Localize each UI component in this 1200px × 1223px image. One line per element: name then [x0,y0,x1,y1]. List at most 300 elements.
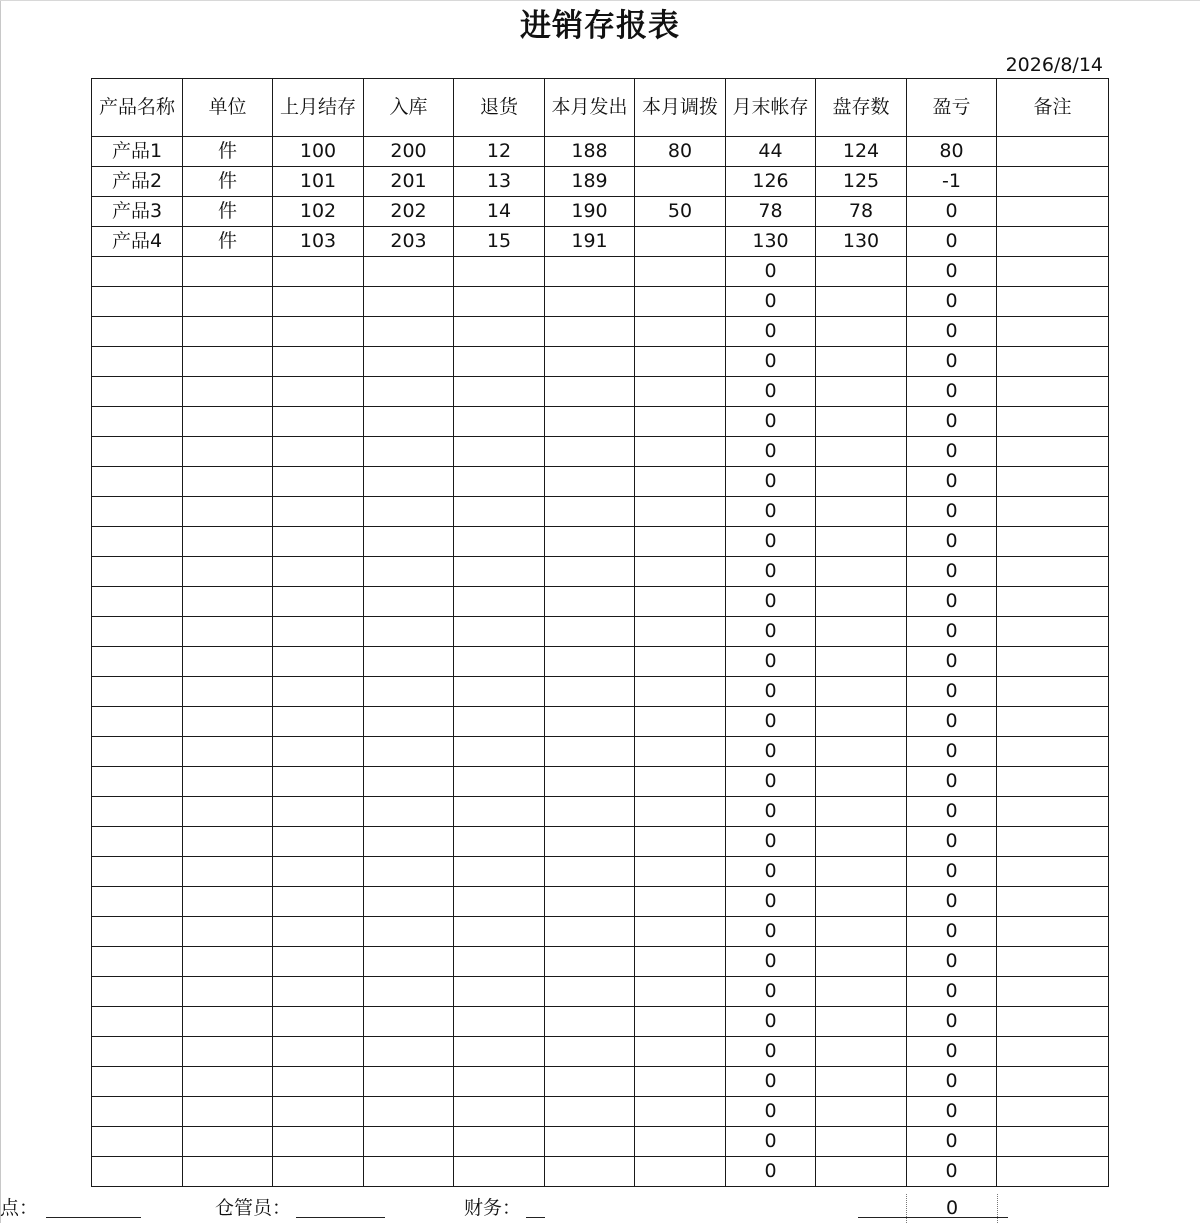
header-month-transfer[interactable]: 本月调拨 [635,79,726,137]
cell-stocktake-count[interactable] [816,467,907,497]
cell-month-issued[interactable] [545,467,635,497]
cell-remarks[interactable] [997,677,1109,707]
cell-unit[interactable] [183,887,273,917]
cell-product-name[interactable] [92,257,183,287]
cell-month-issued[interactable]: 188 [545,137,635,167]
cell-month-transfer[interactable] [635,677,726,707]
cell-last-month-balance[interactable] [273,917,364,947]
cell-month-end-book[interactable]: 0 [726,617,816,647]
cell-month-end-book[interactable]: 0 [726,947,816,977]
cell-stocktake-count[interactable] [816,767,907,797]
cell-stock-in[interactable] [364,1067,454,1097]
cell-product-name[interactable] [92,377,183,407]
cell-unit[interactable] [183,947,273,977]
cell-remarks[interactable] [997,527,1109,557]
cell-month-end-book[interactable]: 0 [726,827,816,857]
cell-month-issued[interactable] [545,737,635,767]
cell-remarks[interactable] [997,227,1109,257]
cell-remarks[interactable] [997,1157,1109,1187]
cell-returns[interactable] [454,977,545,1007]
cell-month-transfer[interactable] [635,887,726,917]
cell-month-issued[interactable] [545,1127,635,1157]
cell-stocktake-count[interactable] [816,557,907,587]
cell-remarks[interactable] [997,437,1109,467]
cell-profit-loss[interactable]: 0 [907,797,997,827]
cell-month-end-book[interactable]: 0 [726,257,816,287]
cell-profit-loss[interactable]: 0 [907,977,997,1007]
cell-returns[interactable] [454,617,545,647]
cell-month-transfer[interactable] [635,977,726,1007]
cell-returns[interactable] [454,557,545,587]
cell-month-end-book[interactable]: 0 [726,1037,816,1067]
cell-remarks[interactable] [997,917,1109,947]
cell-stock-in[interactable] [364,797,454,827]
cell-month-transfer[interactable] [635,707,726,737]
cell-unit[interactable] [183,407,273,437]
cell-stocktake-count[interactable] [816,287,907,317]
cell-unit[interactable] [183,1097,273,1127]
cell-remarks[interactable] [997,377,1109,407]
cell-month-end-book[interactable]: 0 [726,1127,816,1157]
cell-remarks[interactable] [997,197,1109,227]
cell-returns[interactable] [454,767,545,797]
header-product-name[interactable]: 产品名称 [92,79,183,137]
cell-profit-loss[interactable]: 0 [907,1097,997,1127]
cell-month-transfer[interactable] [635,527,726,557]
cell-product-name[interactable] [92,707,183,737]
cell-month-transfer[interactable] [635,1127,726,1157]
cell-unit[interactable] [183,707,273,737]
cell-profit-loss[interactable]: 0 [907,857,997,887]
cell-stocktake-count[interactable] [816,497,907,527]
cell-stock-in[interactable] [364,977,454,1007]
cell-profit-loss[interactable]: 0 [907,1157,997,1187]
cell-stock-in[interactable] [364,1007,454,1037]
cell-last-month-balance[interactable] [273,857,364,887]
cell-month-transfer[interactable] [635,167,726,197]
cell-remarks[interactable] [997,137,1109,167]
cell-month-transfer[interactable] [635,467,726,497]
cell-stocktake-count[interactable] [816,647,907,677]
cell-month-issued[interactable] [545,377,635,407]
cell-product-name[interactable] [92,977,183,1007]
cell-month-end-book[interactable]: 0 [726,977,816,1007]
cell-remarks[interactable] [997,647,1109,677]
cell-month-end-book[interactable]: 0 [726,347,816,377]
cell-month-transfer[interactable] [635,737,726,767]
cell-stocktake-count[interactable]: 124 [816,137,907,167]
cell-returns[interactable]: 15 [454,227,545,257]
cell-month-transfer[interactable] [635,797,726,827]
cell-stock-in[interactable] [364,887,454,917]
header-last-month-balance[interactable]: 上月结存 [273,79,364,137]
cell-remarks[interactable] [997,287,1109,317]
cell-product-name[interactable] [92,1127,183,1157]
cell-month-end-book[interactable]: 126 [726,167,816,197]
cell-unit[interactable] [183,587,273,617]
cell-last-month-balance[interactable] [273,287,364,317]
cell-last-month-balance[interactable] [273,347,364,377]
cell-month-transfer[interactable] [635,317,726,347]
warehouse-keeper-signature-line[interactable] [296,1217,385,1218]
cell-month-end-book[interactable]: 0 [726,437,816,467]
cell-product-name[interactable] [92,767,183,797]
cell-unit[interactable] [183,377,273,407]
cell-unit[interactable] [183,1157,273,1187]
cell-month-transfer[interactable] [635,647,726,677]
cell-returns[interactable] [454,347,545,377]
cell-month-issued[interactable] [545,947,635,977]
cell-month-issued[interactable] [545,767,635,797]
cell-last-month-balance[interactable] [273,497,364,527]
cell-month-issued[interactable] [545,707,635,737]
cell-stock-in[interactable] [364,347,454,377]
cell-remarks[interactable] [997,467,1109,497]
cell-returns[interactable] [454,587,545,617]
cell-remarks[interactable] [997,557,1109,587]
cell-product-name[interactable] [92,917,183,947]
cell-returns[interactable] [454,527,545,557]
cell-last-month-balance[interactable] [273,947,364,977]
cell-month-transfer[interactable] [635,617,726,647]
cell-profit-loss[interactable]: 0 [907,497,997,527]
cell-remarks[interactable] [997,317,1109,347]
cell-unit[interactable] [183,1007,273,1037]
cell-unit[interactable] [183,347,273,377]
header-remarks[interactable]: 备注 [997,79,1109,137]
cell-stocktake-count[interactable] [816,917,907,947]
cell-profit-loss[interactable]: 0 [907,467,997,497]
cell-stock-in[interactable] [364,1097,454,1127]
cell-unit[interactable] [183,1037,273,1067]
cell-unit[interactable] [183,647,273,677]
cell-profit-loss[interactable]: 0 [907,1007,997,1037]
cell-remarks[interactable] [997,767,1109,797]
cell-profit-loss[interactable]: 0 [907,287,997,317]
cell-month-issued[interactable] [545,437,635,467]
finance-signature-line[interactable] [526,1217,545,1218]
cell-stocktake-count[interactable] [816,317,907,347]
cell-last-month-balance[interactable] [273,377,364,407]
cell-month-end-book[interactable]: 0 [726,557,816,587]
cell-stocktake-count[interactable] [816,977,907,1007]
cell-unit[interactable] [183,527,273,557]
cell-month-end-book[interactable]: 44 [726,137,816,167]
cell-stocktake-count[interactable] [816,437,907,467]
cell-month-end-book[interactable]: 0 [726,887,816,917]
cell-stocktake-count[interactable] [816,857,907,887]
cell-product-name[interactable] [92,527,183,557]
cell-last-month-balance[interactable] [273,1157,364,1187]
cell-month-end-book[interactable]: 0 [726,797,816,827]
cell-month-end-book[interactable]: 0 [726,917,816,947]
cell-month-end-book[interactable]: 0 [726,407,816,437]
cell-profit-loss[interactable]: 0 [907,257,997,287]
cell-profit-loss[interactable]: 0 [907,887,997,917]
cell-unit[interactable] [183,1067,273,1097]
cell-returns[interactable] [454,947,545,977]
cell-stock-in[interactable] [364,587,454,617]
cell-month-transfer[interactable] [635,227,726,257]
cell-product-name[interactable] [92,467,183,497]
cell-profit-loss[interactable]: 0 [907,737,997,767]
cell-stock-in[interactable]: 203 [364,227,454,257]
cell-profit-loss[interactable]: 0 [907,827,997,857]
cell-month-transfer[interactable] [635,557,726,587]
cell-last-month-balance[interactable]: 101 [273,167,364,197]
cell-product-name[interactable] [92,407,183,437]
cell-product-name[interactable] [92,587,183,617]
cell-stock-in[interactable]: 201 [364,167,454,197]
cell-returns[interactable] [454,1097,545,1127]
cell-last-month-balance[interactable] [273,1037,364,1067]
cell-returns[interactable] [454,1127,545,1157]
cell-month-end-book[interactable]: 0 [726,737,816,767]
header-month-issued[interactable]: 本月发出 [545,79,635,137]
cell-month-transfer[interactable]: 50 [635,197,726,227]
cell-returns[interactable] [454,317,545,347]
cell-month-issued[interactable] [545,857,635,887]
cell-remarks[interactable] [997,587,1109,617]
cell-stocktake-count[interactable] [816,1067,907,1097]
cell-product-name[interactable] [92,497,183,527]
cell-returns[interactable] [454,647,545,677]
cell-month-issued[interactable]: 191 [545,227,635,257]
cell-remarks[interactable] [997,797,1109,827]
cell-profit-loss[interactable]: 80 [907,137,997,167]
cell-remarks[interactable] [997,1067,1109,1097]
cell-stock-in[interactable] [364,617,454,647]
cell-unit[interactable] [183,1127,273,1157]
cell-last-month-balance[interactable] [273,647,364,677]
cell-last-month-balance[interactable] [273,737,364,767]
cell-stocktake-count[interactable] [816,377,907,407]
cell-product-name[interactable] [92,647,183,677]
cell-last-month-balance[interactable]: 103 [273,227,364,257]
header-stocktake-count[interactable]: 盘存数 [816,79,907,137]
cell-stocktake-count[interactable] [816,827,907,857]
cell-remarks[interactable] [997,977,1109,1007]
cell-unit[interactable] [183,317,273,347]
cell-month-issued[interactable] [545,887,635,917]
cell-profit-loss[interactable]: 0 [907,917,997,947]
cell-stock-in[interactable] [364,557,454,587]
cell-month-issued[interactable] [545,287,635,317]
cell-unit[interactable] [183,857,273,887]
cell-returns[interactable] [454,677,545,707]
cell-stock-in[interactable] [364,827,454,857]
cell-unit[interactable] [183,467,273,497]
cell-stock-in[interactable] [364,407,454,437]
cell-month-end-book[interactable]: 0 [726,497,816,527]
cell-profit-loss[interactable]: 0 [907,407,997,437]
cell-remarks[interactable] [997,887,1109,917]
cell-profit-loss[interactable]: 0 [907,347,997,377]
cell-unit[interactable] [183,977,273,1007]
header-returns[interactable]: 退货 [454,79,545,137]
cell-stock-in[interactable] [364,1127,454,1157]
cell-product-name[interactable] [92,1067,183,1097]
cell-last-month-balance[interactable] [273,617,364,647]
cell-returns[interactable] [454,707,545,737]
cell-returns[interactable] [454,917,545,947]
cell-last-month-balance[interactable] [273,767,364,797]
cell-month-issued[interactable] [545,1037,635,1067]
cell-returns[interactable] [454,1067,545,1097]
cell-profit-loss[interactable]: 0 [907,1067,997,1097]
cell-last-month-balance[interactable] [273,467,364,497]
cell-stock-in[interactable] [364,257,454,287]
cell-stocktake-count[interactable] [816,347,907,377]
cell-remarks[interactable] [997,1037,1109,1067]
cell-unit[interactable]: 件 [183,227,273,257]
cell-product-name[interactable] [92,437,183,467]
cell-month-end-book[interactable]: 130 [726,227,816,257]
cell-product-name[interactable]: 产品2 [92,167,183,197]
cell-month-end-book[interactable]: 0 [726,587,816,617]
cell-remarks[interactable] [997,947,1109,977]
cell-stocktake-count[interactable] [816,947,907,977]
cell-month-end-book[interactable]: 0 [726,1097,816,1127]
cell-month-issued[interactable] [545,977,635,1007]
cell-month-transfer[interactable] [635,1007,726,1037]
cell-stock-in[interactable] [364,527,454,557]
header-profit-loss[interactable]: 盈亏 [907,79,997,137]
cell-unit[interactable] [183,737,273,767]
cell-month-end-book[interactable]: 0 [726,1007,816,1037]
cell-product-name[interactable] [92,617,183,647]
cell-month-end-book[interactable]: 0 [726,467,816,497]
cell-last-month-balance[interactable] [273,1007,364,1037]
cell-unit[interactable] [183,617,273,647]
cell-month-issued[interactable] [545,317,635,347]
cell-product-name[interactable] [92,1007,183,1037]
cell-stocktake-count[interactable]: 78 [816,197,907,227]
header-month-end-book[interactable]: 月末帐存 [726,79,816,137]
cell-unit[interactable] [183,497,273,527]
cell-product-name[interactable] [92,947,183,977]
cell-returns[interactable] [454,887,545,917]
cell-month-issued[interactable] [545,797,635,827]
cell-stocktake-count[interactable] [816,1097,907,1127]
cell-profit-loss[interactable]: 0 [907,1127,997,1157]
cell-profit-loss[interactable]: 0 [907,377,997,407]
cell-month-transfer[interactable]: 80 [635,137,726,167]
cell-product-name[interactable] [92,1097,183,1127]
cell-month-transfer[interactable] [635,287,726,317]
cell-product-name[interactable] [92,887,183,917]
cell-stocktake-count[interactable]: 125 [816,167,907,197]
cell-stocktake-count[interactable] [816,257,907,287]
cell-month-transfer[interactable] [635,1097,726,1127]
cell-last-month-balance[interactable] [273,887,364,917]
cell-month-issued[interactable]: 189 [545,167,635,197]
cell-month-end-book[interactable]: 0 [726,677,816,707]
cell-product-name[interactable] [92,677,183,707]
cell-stocktake-count[interactable] [816,1037,907,1067]
cell-product-name[interactable] [92,347,183,377]
cell-unit[interactable] [183,917,273,947]
cell-month-issued[interactable] [545,1067,635,1097]
cell-stocktake-count[interactable] [816,887,907,917]
cell-returns[interactable] [454,467,545,497]
cell-last-month-balance[interactable] [273,587,364,617]
cell-unit[interactable] [183,827,273,857]
cell-month-issued[interactable] [545,557,635,587]
cell-month-issued[interactable] [545,917,635,947]
cell-stocktake-count[interactable] [816,1157,907,1187]
cell-profit-loss[interactable]: 0 [907,197,997,227]
cell-month-transfer[interactable] [635,827,726,857]
cell-month-transfer[interactable] [635,587,726,617]
cell-last-month-balance[interactable] [273,827,364,857]
cell-profit-loss[interactable]: -1 [907,167,997,197]
header-unit[interactable]: 单位 [183,79,273,137]
cell-profit-loss[interactable]: 0 [907,647,997,677]
cell-returns[interactable] [454,407,545,437]
inventory-signature-line[interactable] [46,1217,141,1218]
cell-remarks[interactable] [997,857,1109,887]
cell-remarks[interactable] [997,407,1109,437]
cell-month-end-book[interactable]: 0 [726,1157,816,1187]
cell-month-issued[interactable] [545,647,635,677]
cell-month-transfer[interactable] [635,347,726,377]
cell-returns[interactable] [454,857,545,887]
cell-profit-loss[interactable]: 0 [907,617,997,647]
cell-remarks[interactable] [997,707,1109,737]
cell-stocktake-count[interactable] [816,707,907,737]
cell-stocktake-count[interactable] [816,737,907,767]
cell-month-transfer[interactable] [635,1037,726,1067]
cell-returns[interactable] [454,737,545,767]
cell-month-end-book[interactable]: 0 [726,527,816,557]
cell-profit-loss[interactable]: 0 [907,527,997,557]
cell-returns[interactable] [454,1037,545,1067]
cell-stocktake-count[interactable] [816,587,907,617]
cell-returns[interactable] [454,497,545,527]
cell-last-month-balance[interactable] [273,707,364,737]
cell-month-transfer[interactable] [635,257,726,287]
cell-profit-loss[interactable]: 0 [907,1037,997,1067]
cell-profit-loss[interactable]: 0 [907,227,997,257]
cell-month-issued[interactable] [545,407,635,437]
cell-month-transfer[interactable] [635,497,726,527]
cell-stocktake-count[interactable] [816,677,907,707]
cell-last-month-balance[interactable] [273,407,364,437]
cell-month-issued[interactable] [545,1157,635,1187]
cell-remarks[interactable] [997,1127,1109,1157]
cell-last-month-balance[interactable]: 100 [273,137,364,167]
cell-last-month-balance[interactable] [273,257,364,287]
cell-returns[interactable]: 12 [454,137,545,167]
cell-month-end-book[interactable]: 0 [726,317,816,347]
cell-stocktake-count[interactable] [816,407,907,437]
cell-returns[interactable] [454,257,545,287]
cell-profit-loss[interactable]: 0 [907,437,997,467]
cell-remarks[interactable] [997,257,1109,287]
cell-stock-in[interactable] [364,467,454,497]
cell-last-month-balance[interactable] [273,1127,364,1157]
cell-month-issued[interactable] [545,347,635,377]
cell-product-name[interactable] [92,1037,183,1067]
cell-month-transfer[interactable] [635,917,726,947]
cell-profit-loss[interactable]: 0 [907,677,997,707]
cell-unit[interactable] [183,767,273,797]
cell-unit[interactable] [183,437,273,467]
cell-last-month-balance[interactable] [273,437,364,467]
cell-last-month-balance[interactable] [273,527,364,557]
cell-stock-in[interactable]: 202 [364,197,454,227]
